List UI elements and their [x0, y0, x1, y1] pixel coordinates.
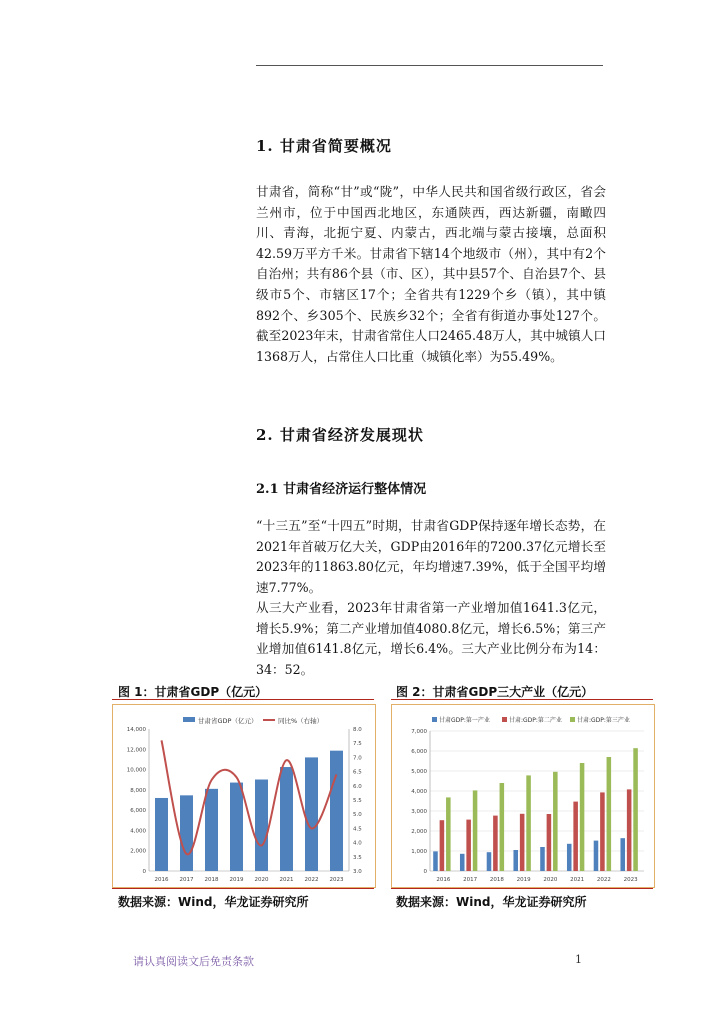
x-tick-label: 2022 [304, 877, 319, 883]
bar-gdp [305, 757, 318, 871]
legend-swatch-industry [570, 717, 575, 722]
bar-industry [620, 838, 625, 871]
y-tick-label: 4,000 [411, 789, 427, 795]
bar-industry [547, 814, 552, 871]
y2-tick-label: 4.0 [353, 840, 362, 847]
x-tick-label: 2018 [204, 877, 219, 883]
y-tick-label: 5,000 [411, 769, 427, 775]
y-tick-label: 8,000 [130, 787, 146, 794]
figure2-title-rule [391, 699, 653, 700]
bar-industry [600, 792, 605, 871]
legend-swatch-industry [502, 717, 507, 722]
figure2-chart-frame [391, 704, 655, 888]
section1-paragraph: 甘肃省，简称“甘”或“陇”，中华人民共和国省级行政区，省会兰州市，位于中国西北地区，东通陕西，西达新疆，南瞰四川、青海，北扼宁夏、内蒙古，西北端与蒙古接壤，总面积42.59万平方千米。甘肃省下辖14个地级市（州），其中有2个自治州；共有86个县（市、区），其中县57个、自治县7个、县级市5个、市辖区17个；全省共有1229个乡（镇），其中镇892个、乡305个、民族乡32个；全省有街道办事处127个。截至2023年末，甘肃省常住人口2465.48万人，其中城镇人口1368万人，占常住人口比重（城镇化率）为55.49%。 [256, 184, 606, 364]
bar-industry [513, 850, 518, 871]
bar-industry [473, 790, 478, 871]
bar-industry [540, 847, 545, 871]
bar-industry [633, 748, 638, 871]
y2-tick-label: 5.5 [353, 798, 362, 804]
y2-tick-label: 8.0 [353, 727, 362, 733]
bar-industry [493, 816, 498, 871]
y2-tick-label: 3.5 [353, 854, 362, 861]
figure1-source: 数据来源：Wind，华龙证券研究所 [118, 895, 309, 909]
bar-gdp [255, 780, 268, 871]
x-tick-label: 2021 [570, 877, 585, 883]
bar-gdp [280, 767, 293, 871]
x-tick-label: 2016 [436, 877, 451, 883]
bar-industry [580, 763, 585, 871]
y2-tick-label: 6.5 [353, 769, 362, 776]
legend-label-yoy: 同比%（右轴） [278, 717, 324, 725]
bar-gdp [330, 751, 343, 871]
legend-swatch-industry [432, 717, 437, 722]
bar-industry [440, 820, 445, 871]
y-tick-label: 14,000 [126, 727, 146, 733]
legend-label-industry: 甘肃GDP:第一产业 [439, 717, 490, 724]
section2-1-heading: 2.1 甘肃省经济运行整体情况 [256, 482, 427, 497]
legend-label-industry: 甘肃:GDP:第三产业 [577, 717, 630, 724]
bar-industry [594, 841, 599, 871]
x-tick-label: 2019 [229, 877, 244, 883]
y-tick-label: 2,000 [130, 848, 146, 855]
y2-tick-label: 4.5 [353, 826, 362, 833]
section2-paragraph-2: 从三大产业看，2023年甘肃省第一产业增加值1641.3亿元，增长5.9%；第二产业增加值4080.8亿元，增长6.5%；第三产业增加值6141.8亿元，增长6.4%。三大产业比例分布为14：34：52。 [256, 600, 606, 677]
gdp-chart [113, 705, 375, 887]
y-tick-label: 2,000 [411, 829, 427, 835]
figure1-bottom-rule [112, 888, 374, 889]
figure1-title-rule [112, 699, 374, 700]
bar-industry [487, 852, 492, 871]
section1-heading: 1. 甘肃省简要概况 [256, 137, 392, 155]
y2-tick-label: 7.0 [353, 755, 362, 762]
header-rule [256, 65, 603, 66]
bar-industry [433, 851, 438, 871]
figure1-chart-frame [112, 704, 376, 888]
bar-industry [627, 789, 632, 871]
x-tick-label: 2019 [516, 877, 531, 883]
bar-industry [466, 820, 471, 871]
x-tick-label: 2020 [543, 877, 558, 883]
y-tick-label: 4,000 [130, 828, 146, 835]
page-number: 1 [575, 953, 582, 966]
industry-chart [392, 705, 654, 887]
figure1-title: 图 1：甘肃省GDP（亿元） [118, 685, 268, 699]
bar-industry [520, 814, 525, 871]
section2-paragraph-1: “十三五”至“十四五”时期，甘肃省GDP保持逐年增长态势，在2021年首破万亿大关，GDP由2016年的7200.37亿元增长至2023年的11863.80亿元，年均增速7.39%，低于全国平均增速7.77%。 [256, 518, 606, 595]
legend-label-industry: 甘肃:GDP:第二产业 [509, 717, 562, 724]
bar-gdp [155, 798, 168, 871]
disclaimer-note: 请认真阅读文后免责条款 [133, 955, 254, 968]
bar-industry [607, 757, 612, 871]
y-tick-label: 0 [142, 869, 146, 875]
bar-industry [573, 802, 578, 871]
y-tick-label: 0 [423, 869, 427, 875]
y-tick-label: 3,000 [411, 809, 427, 815]
x-tick-label: 2020 [254, 877, 269, 883]
y-tick-label: 6,000 [411, 749, 427, 755]
y2-tick-label: 6.0 [353, 783, 362, 790]
x-tick-label: 2017 [463, 877, 478, 883]
x-tick-label: 2018 [489, 877, 504, 883]
figure2-title: 图 2：甘肃省GDP三大产业（亿元） [396, 685, 594, 699]
figure2-bottom-rule [391, 888, 653, 889]
bar-industry [460, 854, 465, 871]
legend-swatch-gdp [183, 717, 195, 722]
x-tick-label: 2016 [154, 877, 169, 883]
bar-industry [446, 797, 451, 871]
y-tick-label: 12,000 [126, 747, 146, 754]
bar-gdp [230, 783, 243, 871]
x-tick-label: 2017 [179, 877, 194, 883]
bar-industry [500, 783, 505, 871]
bar-industry [567, 844, 572, 871]
y2-tick-label: 3.0 [353, 869, 362, 875]
x-tick-label: 2023 [623, 877, 638, 883]
bar-gdp [205, 789, 218, 871]
x-tick-label: 2022 [596, 877, 611, 883]
y-tick-label: 6,000 [130, 808, 146, 815]
y-tick-label: 1,000 [411, 849, 427, 855]
bar-industry [553, 772, 558, 871]
section2-heading: 2. 甘肃省经济发展现状 [256, 426, 424, 444]
figure2-source: 数据来源：Wind，华龙证券研究所 [396, 895, 587, 909]
y2-tick-label: 5.0 [353, 812, 362, 819]
x-tick-label: 2021 [279, 877, 294, 883]
bar-industry [526, 775, 531, 871]
y-tick-label: 10,000 [126, 767, 146, 774]
bar-gdp [180, 795, 193, 871]
y-tick-label: 7,000 [411, 729, 427, 735]
legend-label-gdp: 甘肃省GDP（亿元） [198, 717, 258, 725]
x-tick-label: 2023 [329, 877, 344, 883]
y2-tick-label: 7.5 [353, 741, 362, 748]
